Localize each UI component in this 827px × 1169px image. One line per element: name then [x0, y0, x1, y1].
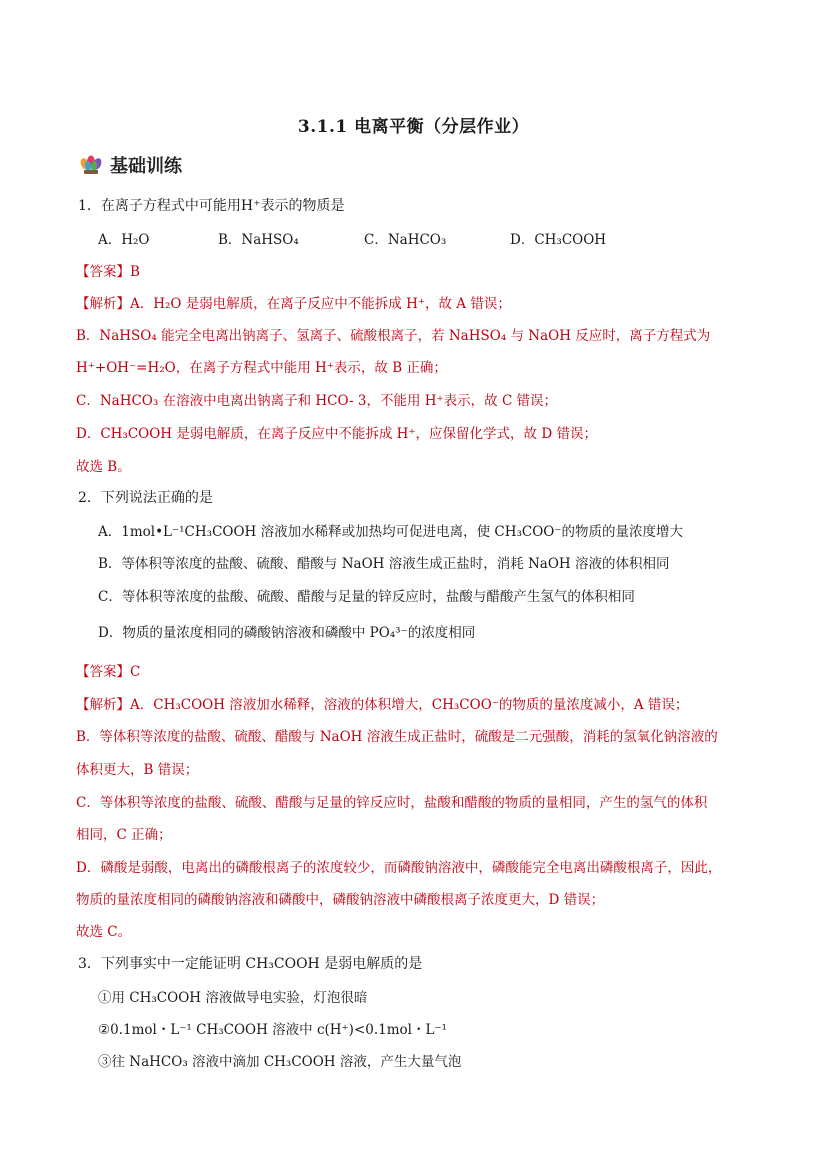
question-1-stem: 1．在离子方程式中可能用H⁺表示的物质是: [78, 198, 345, 214]
q2-analysis-line: D．磷酸是弱酸，电离出的磷酸根离子的浓度较少，而磷酸钠溶液中，磷酸能完全电离出磷酸根离子，因此，: [76, 860, 722, 876]
q1-option-b: B．NaHSO₄: [218, 232, 299, 248]
q1-option-d: D．CH₃COOH: [510, 232, 607, 248]
section-header: [78, 152, 182, 178]
q2-analysis-line: 相同，C 正确；: [76, 827, 172, 843]
q2-option-d: D．物质的量浓度相同的磷酸钠溶液和磷酸中 PO₄³⁻的浓度相同: [98, 625, 476, 641]
q1-option-c: C．NaHCO₃: [364, 232, 447, 248]
q1-analysis-line: H⁺+OH⁻=H₂O，在离子方程式中能用 H⁺表示，故 B 正确；: [76, 360, 447, 376]
q1-analysis-line: B．NaHSO₄ 能完全电离出钠离子、氢离子、硫酸根离子，若 NaHSO₄ 与 NaOH 反应时，离子方程式为: [76, 328, 711, 344]
question-2-stem: 2．下列说法正确的是: [78, 490, 213, 506]
q3-item-2: ②0.1mol・L⁻¹ CH₃COOH 溶液中 c(H⁺)<0.1mol・L⁻¹: [98, 1022, 447, 1038]
q3-item-1: ①用 CH₃COOH 溶液做导电实验，灯泡很暗: [98, 990, 368, 1006]
page-title: 3.1.1 电离平衡（分层作业）: [297, 117, 530, 137]
q2-analysis-line: 故选 C。: [76, 924, 132, 940]
q3-item-3: ③往 NaHCO₃ 溶液中滴加 CH₃COOH 溶液，产生大量气泡: [98, 1054, 462, 1070]
flower-icon: [78, 155, 104, 175]
q1-analysis-line: 故选 B。: [76, 459, 131, 475]
q2-answer: 【答案】C: [76, 664, 141, 680]
q2-analysis-line: 【解析】A．CH₃COOH 溶液加水稀释，溶液的体积增大，CH₃COO⁻的物质的量浓度减小，A 错误；: [76, 697, 689, 713]
q2-option-c: C．等体积等浓度的盐酸、硫酸、醋酸与足量的锌反应时，盐酸与醋酸产生氢气的体积相同: [98, 589, 635, 605]
q2-option-a: A．1mol•L⁻¹CH₃COOH 溶液加水稀释或加热均可促进电离，使 CH₃COO⁻的物质的量浓度增大: [98, 524, 683, 540]
section-label: 基础训练: [110, 156, 182, 177]
q2-analysis-line: 物质的量浓度相同的磷酸钠溶液和磷酸中，磷酸钠溶液中磷酸根离子浓度更大，D 错误；: [76, 892, 605, 908]
q1-option-a: A．H₂O: [98, 232, 150, 248]
q1-answer: 【答案】B: [76, 264, 140, 280]
q2-analysis-line: C．等体积等浓度的盐酸、硫酸、醋酸与足量的锌反应时，盐酸和醋酸的物质的量相同，产生的氢气的体积: [76, 795, 708, 811]
q1-analysis-line: C．NaHCO₃ 在溶液中电离出钠离子和 HCO- 3，不能用 H⁺表示，故 C 错误；: [76, 393, 558, 409]
q2-analysis-line: 体积更大，B 错误；: [76, 762, 199, 778]
q1-analysis-line: D．CH₃COOH 是弱电解质，在离子反应中不能拆成 H⁺，应保留化学式，故 D 错误；: [76, 426, 597, 442]
q1-analysis-line: 【解析】A．H₂O 是弱电解质，在离子反应中不能拆成 H⁺，故 A 错误；: [76, 296, 511, 312]
q2-option-b: B．等体积等浓度的盐酸、硫酸、醋酸与 NaOH 溶液生成正盐时，消耗 NaOH 溶液的体积相同: [98, 556, 670, 572]
q2-analysis-line: B．等体积等浓度的盐酸、硫酸、醋酸与 NaOH 溶液生成正盐时，硫酸是二元强酸，消耗的氢氧化钠溶液的: [76, 729, 718, 745]
question-3-stem: 3．下列事实中一定能证明 CH₃COOH 是弱电解质的是: [78, 956, 423, 972]
